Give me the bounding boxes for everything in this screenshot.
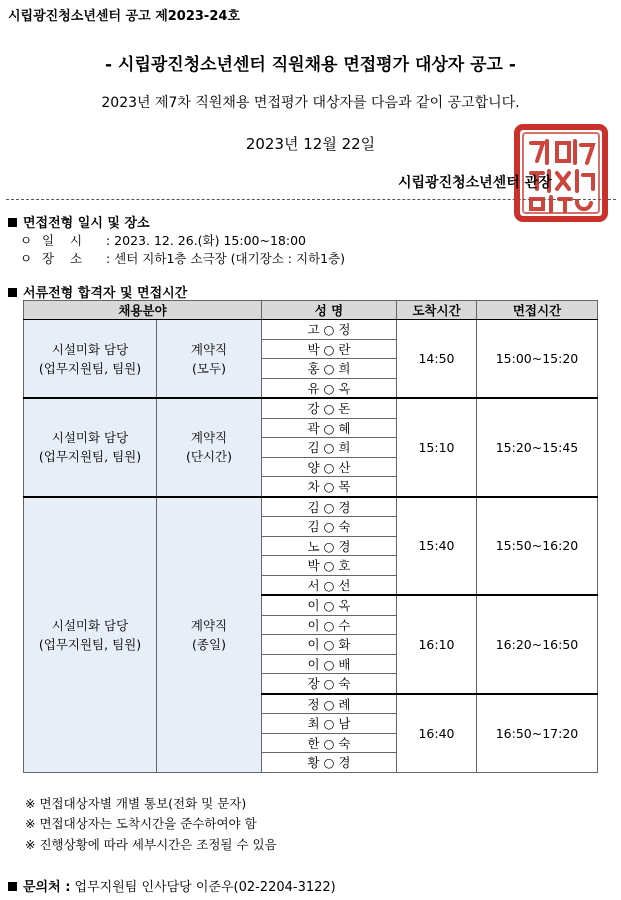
cell-interview-time: 15:20~15:45 xyxy=(477,398,598,497)
cell-employment-type: 계약직 (단시간) xyxy=(157,398,262,497)
cell-name xyxy=(262,615,397,635)
cell-arrival-time: 15:10 xyxy=(397,398,477,497)
signer-name: 시립광진청소년센터 관장 xyxy=(398,175,552,191)
table-row xyxy=(24,398,598,418)
candidate-name: 이 ○ 화 xyxy=(307,637,351,653)
cell-name xyxy=(262,457,397,477)
contact-label: 문의처 : xyxy=(23,880,71,895)
candidate-name: 박 ○ 호 xyxy=(307,558,351,574)
candidate-name: 고 ○ 정 xyxy=(307,322,351,338)
candidate-name: 김 ○ 희 xyxy=(307,440,351,456)
intro-text: 2023년 제7차 직원채용 면접평가 대상자를 다음과 같이 공고합니다. xyxy=(101,95,520,111)
cell-name xyxy=(262,635,397,655)
cell-employment-type: 계약직 (모두) xyxy=(157,320,262,399)
candidate-name: 이 ○ 옥 xyxy=(307,598,351,614)
cell-name xyxy=(262,753,397,773)
column-header-arrival: 도착시간 xyxy=(397,301,477,320)
candidate-name: 황 ○ 경 xyxy=(307,755,351,771)
column-header-name: 성 명 xyxy=(262,301,397,320)
table-row xyxy=(24,497,598,517)
candidate-name: 노 ○ 경 xyxy=(307,538,351,554)
square-bullet-icon xyxy=(8,288,17,297)
candidate-name: 차 ○ 목 xyxy=(307,479,351,495)
cell-name xyxy=(262,714,397,734)
circle-bullet: ㅇ xyxy=(20,233,33,248)
cell-name xyxy=(262,536,397,556)
cell-name xyxy=(262,556,397,576)
info-datetime xyxy=(20,231,306,249)
candidate-name: 박 ○ 란 xyxy=(307,341,351,357)
cell-name xyxy=(262,438,397,458)
square-bullet-icon xyxy=(8,882,17,891)
cell-name xyxy=(262,378,397,398)
candidate-name: 홍 ○ 희 xyxy=(307,361,351,377)
candidates-table xyxy=(23,300,598,773)
notice-date: 2023년 12월 22일 xyxy=(245,135,376,153)
cell-arrival-time: 15:40 xyxy=(397,497,477,596)
candidate-name: 이 ○ 배 xyxy=(307,656,351,672)
info-value: : 센터 지하1층 소극장 (대기장소 : 지하1층) xyxy=(106,251,346,266)
cell-interview-time: 16:20~16:50 xyxy=(477,595,598,694)
candidate-name: 김 ○ 경 xyxy=(307,499,351,515)
cell-arrival-time: 16:10 xyxy=(397,595,477,694)
candidate-name: 김 ○ 숙 xyxy=(307,519,351,535)
candidate-name: 한 ○ 숙 xyxy=(307,735,351,751)
section-heading-label: 서류전형 합격자 및 면접시간 xyxy=(23,286,188,301)
candidate-name: 유 ○ 옥 xyxy=(307,380,351,396)
cell-name xyxy=(262,674,397,694)
cell-name xyxy=(262,517,397,537)
section-heading-label: 면접전형 일시 및 장소 xyxy=(23,216,150,231)
cell-name xyxy=(262,654,397,674)
candidate-name: 곽 ○ 혜 xyxy=(307,420,351,436)
column-header-interview: 면접시간 xyxy=(477,301,598,320)
cell-name xyxy=(262,497,397,517)
info-label: 장 소 xyxy=(42,251,83,266)
document-title: - 시립광진청소년센터 직원채용 면접평가 대상자 공고 - xyxy=(105,55,516,75)
candidate-name: 강 ○ 돈 xyxy=(307,401,351,417)
cell-name xyxy=(262,733,397,753)
info-value: : 2023. 12. 26.(화) 15:00~18:00 xyxy=(106,233,306,248)
cell-field: 시설미화 담당 (업무지원팀, 팀원) xyxy=(24,320,157,399)
note-item: ※ 진행상황에 따라 세부시간은 조정될 수 있음 xyxy=(25,837,277,852)
cell-field: 시설미화 담당 (업무지원팀, 팀원) xyxy=(24,497,157,773)
cell-name xyxy=(262,477,397,497)
candidate-name: 이 ○ 수 xyxy=(307,617,351,633)
cell-interview-time: 15:50~16:20 xyxy=(477,497,598,596)
note-item: ※ 면접대상자별 개별 통보(전화 및 문자) xyxy=(25,796,247,811)
candidate-name: 장 ○ 숙 xyxy=(307,676,351,692)
candidate-name: 양 ○ 산 xyxy=(307,459,351,475)
cell-arrival-time: 16:40 xyxy=(397,694,477,773)
cell-interview-time: 15:00~15:20 xyxy=(477,320,598,399)
contact-value: 업무지원팀 인사담당 이준우(02-2204-3122) xyxy=(70,880,336,895)
table-header-row xyxy=(24,301,598,320)
cell-name xyxy=(262,398,397,418)
column-header-field: 채용분야 xyxy=(24,301,262,320)
cell-name xyxy=(262,595,397,615)
cell-name xyxy=(262,694,397,714)
notice-number: 시립광진청소년센터 공고 제2023-24호 xyxy=(8,9,240,24)
cell-name xyxy=(262,575,397,595)
square-bullet-icon xyxy=(8,218,17,227)
cell-name xyxy=(262,359,397,379)
info-label: 일 시 xyxy=(42,233,83,248)
candidate-name: 정 ○ 례 xyxy=(307,696,351,712)
cell-name xyxy=(262,320,397,340)
table-body xyxy=(24,320,598,773)
cell-employment-type: 계약직 (종일) xyxy=(157,497,262,773)
note-item: ※ 면접대상자는 도착시간을 준수하여야 함 xyxy=(25,816,257,831)
circle-bullet: ㅇ xyxy=(20,251,33,266)
cell-interview-time: 16:50~17:20 xyxy=(477,694,598,773)
cell-name xyxy=(262,339,397,359)
contact-info xyxy=(8,876,336,895)
cell-arrival-time: 14:50 xyxy=(397,320,477,399)
candidate-name: 최 ○ 남 xyxy=(307,716,351,732)
info-location xyxy=(20,249,345,267)
section-heading-candidates xyxy=(8,282,187,301)
cell-field: 시설미화 담당 (업무지원팀, 팀원) xyxy=(24,398,157,497)
candidate-name: 서 ○ 선 xyxy=(307,577,351,593)
table-row xyxy=(24,320,598,340)
section-heading-schedule xyxy=(8,212,150,231)
cell-name xyxy=(262,418,397,438)
